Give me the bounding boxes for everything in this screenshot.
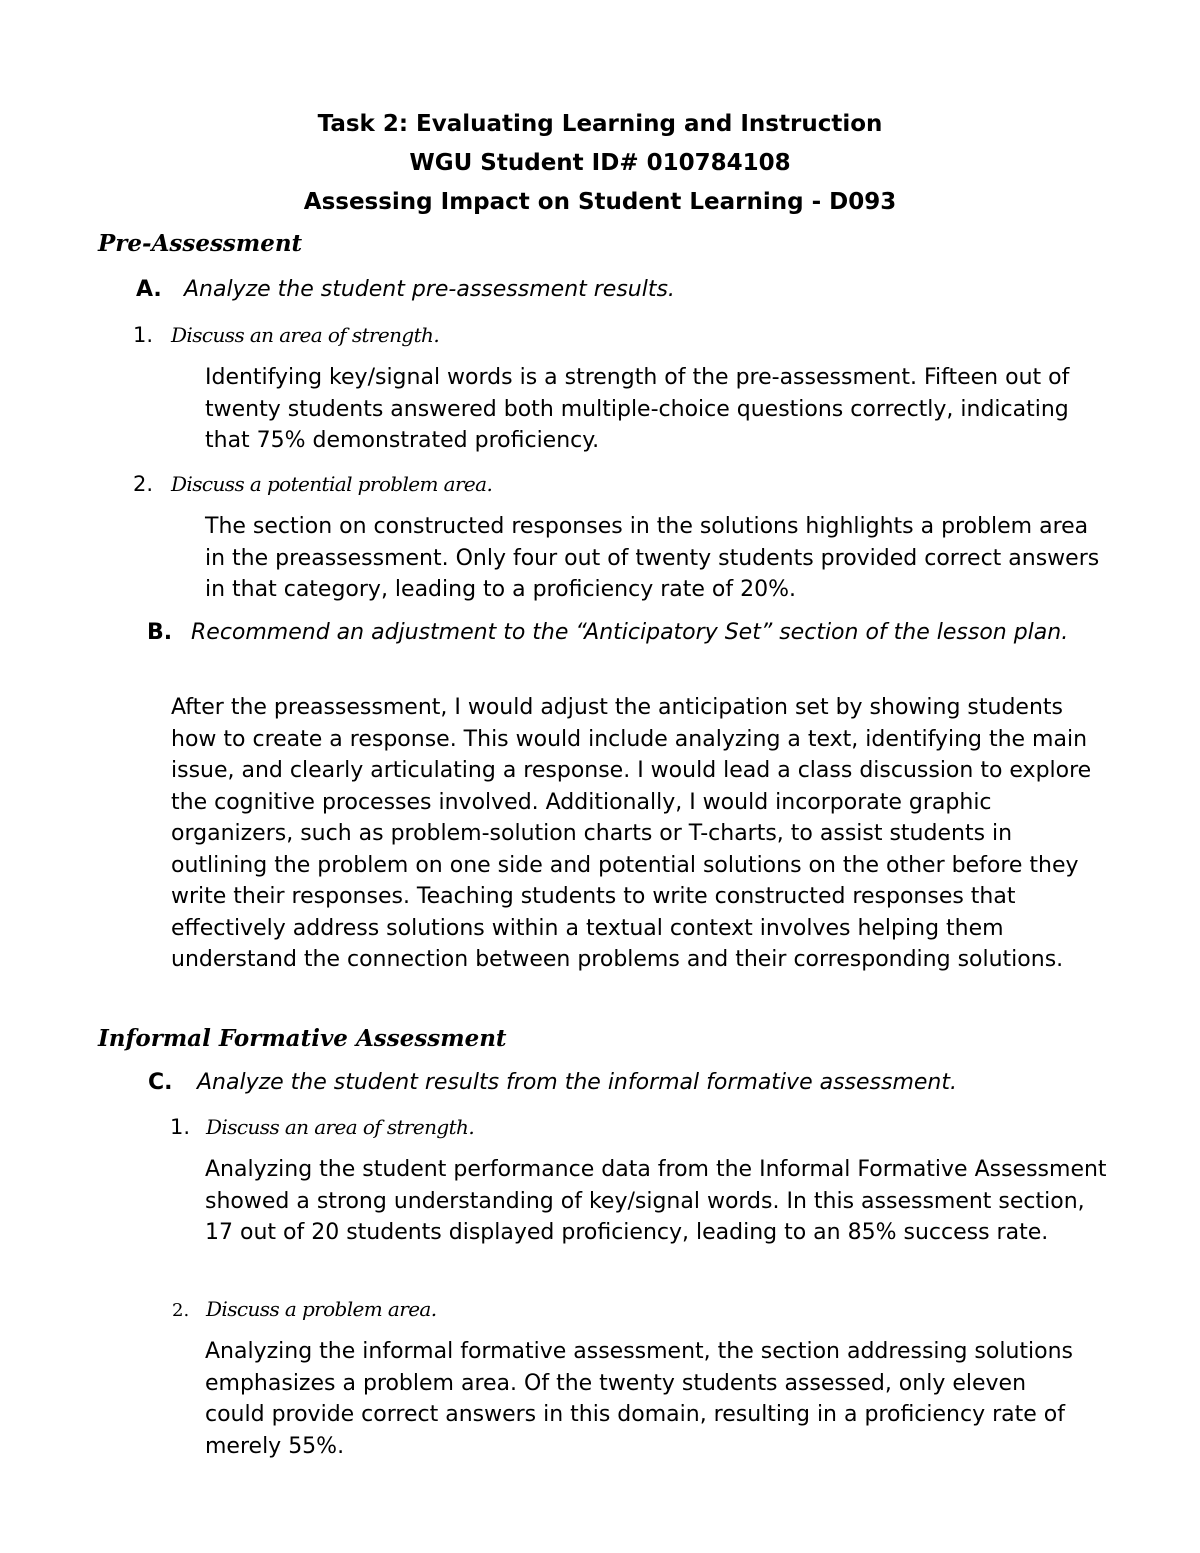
student-id: WGU Student ID# 010784108 <box>409 150 791 176</box>
question-a <box>136 274 1116 305</box>
question-b-text: Recommend an adjustment to the “Anticipatory Set” section of the lesson plan. <box>191 620 1069 645</box>
question-b-letter: B. <box>147 620 173 645</box>
informal-item-1-prompt <box>170 1112 474 1142</box>
course-title: Assessing Impact on Student Learning - D093 <box>303 189 897 215</box>
pre-item-1-prompt-text: Discuss an area of strength. <box>171 323 440 347</box>
informal-item-1-number: 1. <box>170 1115 191 1139</box>
informal-item-2-prompt-text: Discuss a problem area. <box>206 1297 437 1321</box>
informal-item-2-prompt <box>172 1294 437 1326</box>
informal-item-2-answer: Analyzing the informal formative assessment, the section addressing solutions emphasizes a problem area. Of the twenty students assessed, only eleven could provide correct answers in this domain, resulting in a proficiency rate of merely 55%. <box>205 1339 1074 1459</box>
pre-assessment-heading: Pre-Assessment <box>98 230 303 257</box>
question-c-letter: C. <box>148 1070 173 1095</box>
question-a-text: Analyze the student pre-assessment results. <box>184 277 675 302</box>
document-title: Task 2: Evaluating Learning and Instruction <box>317 111 883 137</box>
question-c-text: Analyze the student results from the informal formative assessment. <box>197 1070 957 1095</box>
pre-item-2-prompt <box>133 469 492 499</box>
pre-item-2-answer: The section on constructed responses in the solutions highlights a problem area in the preassessment. Only four out of twenty students provided correct answers in that category, leading to a proficiency rate of 20%. <box>205 514 1100 602</box>
pre-item-1-number: 1. <box>133 323 154 347</box>
question-a-letter: A. <box>136 277 162 302</box>
informal-item-1-prompt-text: Discuss an area of strength. <box>206 1115 475 1139</box>
pre-item-2-number: 2. <box>133 472 154 496</box>
question-c <box>148 1067 1138 1098</box>
question-b <box>139 617 1074 648</box>
informal-item-1-answer: Analyzing the student performance data from the Informal Formative Assessment showed a strong understanding of key/signal words. In this assessment section, 17 out of 20 students displayed proficiency, leading to an 85% success rate. <box>205 1157 1107 1245</box>
question-b-answer: After the preassessment, I would adjust the anticipation set by showing students how to create a response. This would include analyzing a text, identifying the main issue, and clearly articulating a response. I would lead a class discussion to explore the cognitive processes involved. Additionally, I would incorporate graphic organizers, such as problem-solution charts or T-charts, to assist students in outlining the problem on one side and potential solutions on the other before they write their responses. Teaching students to write constructed responses that effectively address solutions within a textual context involves helping them understand the connection between problems and their corresponding solutions. <box>171 695 1092 972</box>
pre-item-1-prompt <box>133 320 439 350</box>
pre-item-1-answer: Identifying key/signal words is a strength of the pre-assessment. Fifteen out of twenty students answered both multiple-choice questions correctly, indicating that 75% demonstrated proficiency. <box>205 365 1070 453</box>
informal-item-2-number: 2. <box>172 1300 190 1321</box>
pre-item-2-prompt-text: Discuss a potential problem area. <box>171 472 493 496</box>
informal-formative-heading: Informal Formative Assessment <box>98 1025 507 1052</box>
